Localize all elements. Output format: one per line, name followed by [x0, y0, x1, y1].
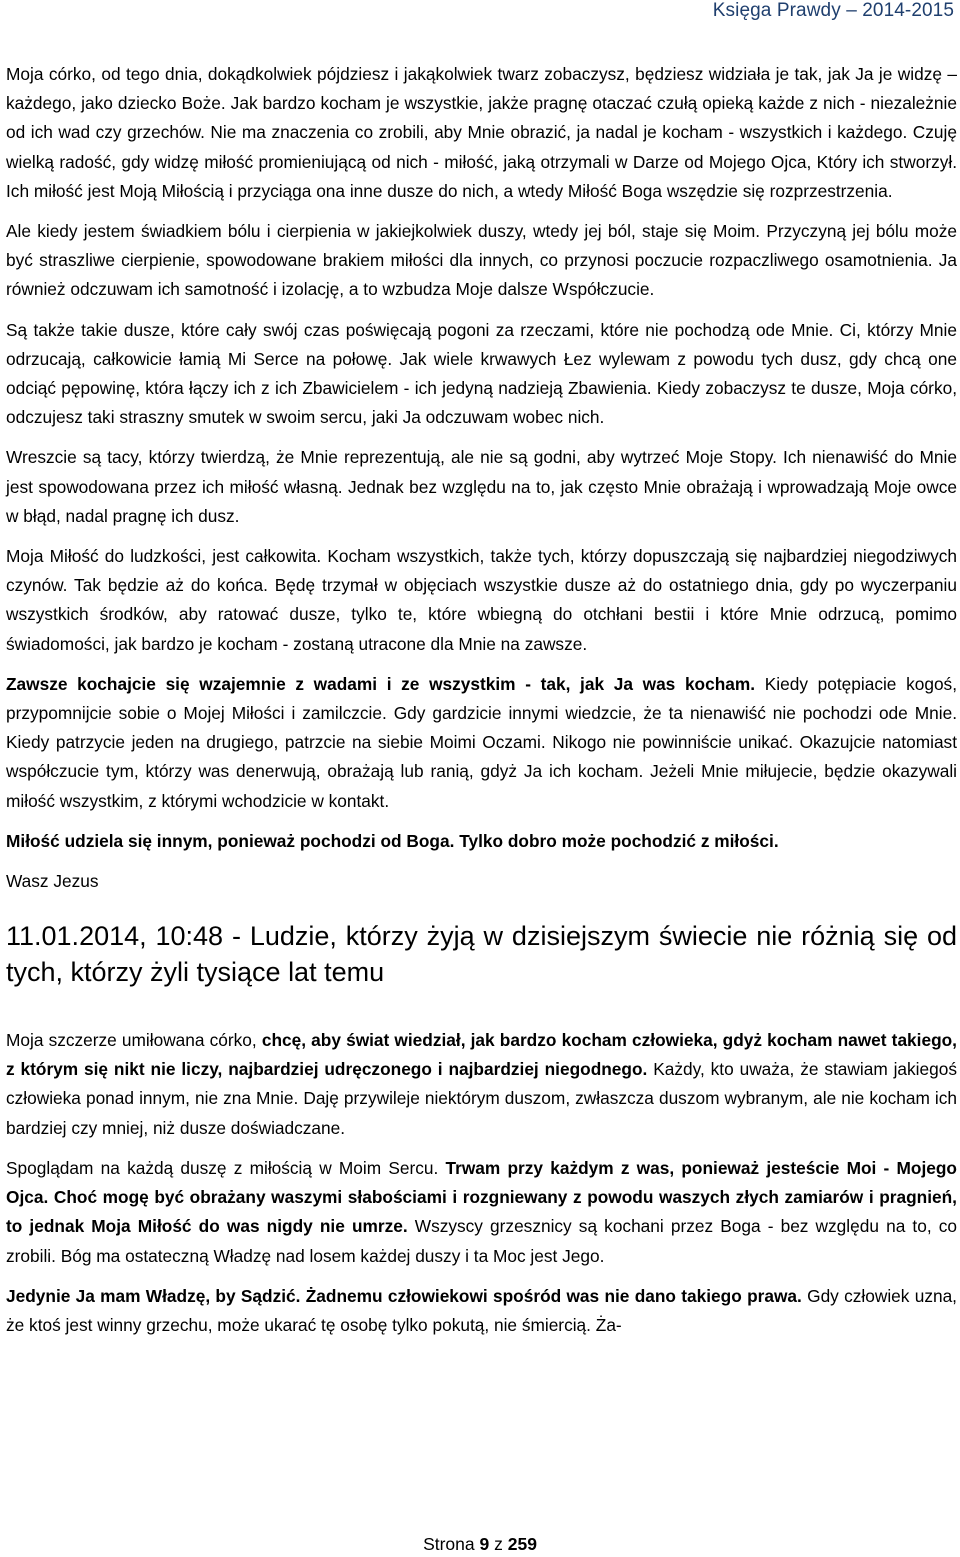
signature: Wasz Jezus: [6, 871, 99, 892]
paragraph-9: [6, 1154, 957, 1271]
total-pages: 259: [507, 1534, 537, 1554]
paragraph-7-emphasis: Miłość udziela się innym, ponieważ pochodzi od Boga. Tylko dobro może pochodzić z miłości.: [6, 830, 779, 851]
page-of-label: z: [494, 1534, 503, 1554]
paragraph-6-text: Kiedy potępiacie kogoś, przypomnijcie sobie o Mojej Miłości i zamilczcie. Gdy gardzicie innymi wiedzcie, że ta nienawiść nie pochodzi ode Mnie. Kiedy patrzycie jeden na drugiego, patrzcie na siebie Moimi Oczami. Nikogo nie powinniście unikać. Okazujcie natomiast współczucie tym, którzy was denerwują, obrażają lub ranią, gdyż Ja ich kocham. Jeżeli Mnie miłujecie, będzie okazywali miłość wszystkim, z którymi wchodzicie w kontakt.: [6, 673, 957, 811]
section-title: 11.01.2014, 10:48 - Ludzie, którzy żyją w dzisiejszym świecie nie różnią się od tych, którzy żyli tysiące lat temu: [6, 921, 957, 988]
paragraph-9-lead: Spoglądam na każdą duszę z miłością w Moim Sercu.: [6, 1157, 446, 1178]
paragraph-9-text: Wszyscy grzesznicy są kochani przez Boga - bez względu na to, co zrobili. Bóg ma ostateczną Władzę nad losem każdej duszy i ta Moc jest Jego.: [6, 1216, 958, 1266]
paragraph-4: Wreszcie są tacy, którzy twierdzą, że Mnie reprezentują, ale nie są godni, aby wytrzeć Moje Stopy. Ich nienawiść do Mnie jest spowodowana przez ich miłość własną. Jednak bez względu na to, jak często Mnie obrażają i wprowadzają Moje owce w błąd, nadal pragnę ich dusz.: [6, 447, 957, 526]
page-number: 9: [479, 1534, 490, 1554]
page-label: Strona: [423, 1534, 475, 1554]
paragraph-10-text: Gdy człowiek uzna, że ktoś jest winny grzechu, może ukarać tę osobę tylko pokutą, nie śmiercią. Ża-: [6, 1285, 957, 1335]
paragraph-3: Są także takie dusze, które cały swój czas poświęcają pogoni za rzeczami, które nie pochodzą ode Mnie. Ci, którzy Mnie odrzucają, całkowicie łamią Mi Serce na połowę. Jak wiele krwawych Łez wylewam z powodu tych dusz, gdy chcą one odciąć pępowinę, która łączy ich z ich Zbawicielem - ich jedyną nadzieją Zbawienia. Kiedy zobaczysz te dusze, Moja córko, odczujesz taki straszny smutek w swoim sercu, jaki Ja odczuwam wobec nich.: [6, 319, 957, 428]
paragraph-1: Moja córko, od tego dnia, dokądkolwiek pójdziesz i jakąkolwiek twarz zobaczysz, będziesz widziała je tak, jak Ja je widzę – każdego, jako dziecko Boże. Jak bardzo kocham je wszystkie, jakże pragnę otaczać czułą opieką każde z nich - niezależnie od ich wad czy grzechów. Nie ma znaczenia co zrobili, aby Mnie obrazić, ja nadal je kocham - wszystkich i każdego. Czuję wielką radość, gdy widzę miłość promieniującą od nich - miłość, jaką otrzymali w Darze od Mojego Ojca, Który ich stworzył. Ich miłość jest Moją Miłością i przyciąga ona inne dusze do nich, a wtedy Miłość Boga wszędzie się rozprzestrzenia.: [6, 64, 957, 201]
paragraph-10: [6, 1282, 957, 1340]
paragraph-9-emphasis: Trwam przy każdym z was, ponieważ jesteście Moi - Mojego Ojca. Choć mogę być obrażany waszymi słabościami i rozgniewany z powodu waszych złych zamiarów i pragnień, to jednak Moja Miłość do was nigdy nie umrze.: [6, 1157, 957, 1237]
paragraph-6: [6, 670, 957, 816]
paragraph-8-emphasis: chcę, aby świat wiedział, jak bardzo kocham człowieka, gdyż kocham nawet takiego, z którym się nikt nie liczy, najbardziej udręczonego i najbardziej niegodnego.: [6, 1030, 957, 1080]
paragraph-8-lead: Moja szczerze umiłowana córko,: [6, 1030, 262, 1051]
paragraph-8-text: Każdy, kto uważa, że stawiam jakiegoś człowieka ponad innym, nie zna Mnie. Daję przywileje niektórym duszom, zwłaszcza duszom wybranym, ale nie kocham ich bardziej czy mniej, niż dusze doświadczane.: [6, 1059, 957, 1138]
paragraph-5: Moja Miłość do ludzkości, jest całkowita. Kocham wszystkich, także tych, którzy dopuszczają się najbardziej niegodziwych czynów. Tak będzie aż do końca. Będę trzymał w objęciach wszystkie dusze aż do ostatniego dnia, gdy po wyczerpaniu wszystkich środków, aby ratować dusze, tylko te, które wbiegną do otchłani bestii i które Mnie odrzucą, pomimo świadomości, jak bardzo je kocham - zostaną utracone dla Mnie na zawsze.: [6, 546, 957, 654]
paragraph-8: [6, 1026, 957, 1143]
running-header: Księga Prawdy – 2014-2015: [712, 0, 954, 21]
paragraph-10-emphasis: Jedynie Ja mam Władzę, by Sądzić. Żadnemu człowiekowi spośród was nie dano takiego prawa.: [6, 1285, 802, 1306]
paragraph-2: Ale kiedy jestem świadkiem bólu i cierpienia w jakiejkolwiek duszy, wtedy jej ból, staje się Moim. Przyczyną jej bólu może być straszliwe cierpienie, spowodowane brakiem miłości dla innych, co przynosi poczucie rozpaczliwego osamotnienia. Ja również odczuwam ich samotność i izolację, a to wzbudza Moje dalsze Współczucie.: [6, 221, 957, 300]
paragraph-7: [6, 827, 957, 856]
page-footer: [0, 1534, 960, 1555]
page-content: [6, 60, 957, 1351]
paragraph-6-emphasis: Zawsze kochajcie się wzajemnie z wadami i ze wszystkim - tak, jak Ja was kocham.: [6, 673, 756, 694]
